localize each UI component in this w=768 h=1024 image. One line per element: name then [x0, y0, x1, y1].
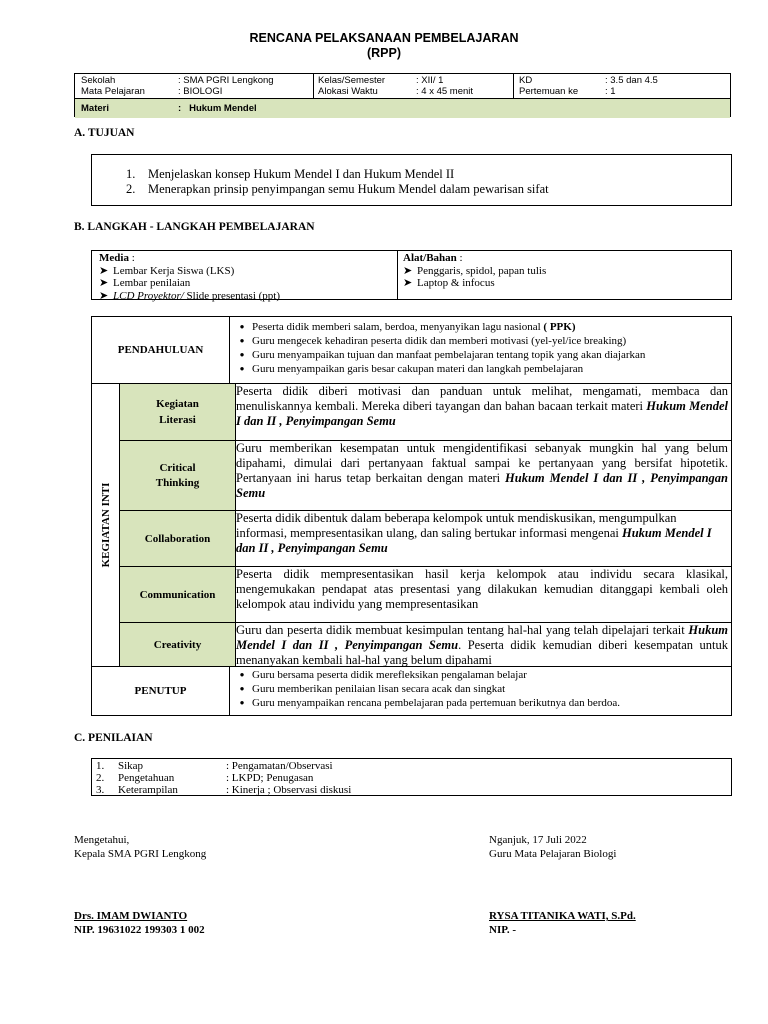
media-colon: : [128, 252, 135, 264]
tujuan-box [91, 154, 732, 206]
pendahuluan-item-text: Guru mengecek kehadiran peserta didik dan memberi motivasi (yel-yel/ice breaking) [252, 335, 627, 347]
literasi-text [236, 384, 728, 429]
pendahuluan-item: ● Guru mengecek kehadiran peserta didik dan memberi motivasi (yel-yel/ice breaking) [239, 335, 627, 347]
materi-value: : Hukum Mendel [178, 103, 257, 114]
creativity-body-2: . Peserta didik kemudian diberi kesempatan untuk menanyakan kembali hal-hal yang belum dipahami [236, 638, 729, 667]
mengetahui-label: Mengetahui, [74, 834, 130, 846]
penilaian-num: 1. [96, 760, 105, 772]
materi-label: Materi [81, 103, 109, 114]
kelas-label: Kelas/Semester [318, 75, 386, 86]
place-date: Nganjuk, 17 Juli 2022 [489, 834, 587, 846]
alat-item: ➤ Laptop & infocus [403, 277, 495, 289]
info-table [74, 73, 731, 117]
media-item: ➤ Lembar Kerja Siswa (LKS) [99, 264, 235, 277]
literasi-topic: Hukum Mendel I dan II , Penyimpangan Semu [236, 399, 728, 428]
penilaian-label: Keterampilan [118, 784, 178, 796]
critical-label-text: Critical Thinking [155, 461, 200, 489]
alat-column [403, 252, 546, 290]
alat-colon: : [456, 252, 463, 264]
media-item-text: Lembar Kerja Siswa (LKS) [113, 264, 235, 277]
penilaian-num: 2. [96, 772, 105, 784]
penilaian-num: 3. [96, 784, 105, 796]
penutup-item: ● Guru menyampaikan rencana pembelajaran pada pertemuan berikutnya dan berdoa. [239, 697, 621, 709]
section-b-heading: B. LANGKAH - LANGKAH PEMBELAJARAN [74, 221, 315, 233]
media-item: ➤ Lembar penilaian [99, 277, 191, 289]
sekolah-label: Sekolah [81, 75, 116, 86]
section-c-heading: C. PENILAIAN [74, 732, 153, 744]
materi-row [75, 98, 730, 118]
collaboration-label: Collaboration [120, 511, 236, 567]
alokasi-value: : 4 x 45 menit [416, 86, 474, 97]
pendahuluan-list [232, 320, 645, 376]
section-a-heading: A. TUJUAN [74, 127, 135, 139]
creativity-label: Creativity [120, 623, 236, 666]
pendahuluan-item: ● Guru menyampaikan garis besar cakupan materi dan langkah pembelajaran [239, 363, 584, 375]
penutup-label: PENUTUP [92, 667, 230, 715]
penilaian-label: Pengetahuan [118, 772, 175, 784]
creativity-topic: Hukum Mendel I dan II , Penyimpangan Semu [236, 623, 728, 652]
kepala-sekolah-title: Kepala SMA PGRI Lengkong [74, 848, 207, 860]
kelas-value: : XII/ 1 [416, 75, 444, 86]
left-signature [74, 833, 206, 861]
penutup-item-text: Guru menyampaikan rencana pembelajaran pada pertemuan berikutnya dan berdoa. [252, 697, 621, 709]
critical-topic: Hukum Mendel I dan II , Penyimpangan Semu [236, 471, 728, 500]
collaboration-topic: Hukum Mendel I dan II , Penyimpangan Semu [236, 526, 712, 555]
sekolah-value: : SMA PGRI Lengkong [178, 75, 274, 86]
mapel-value: : BIOLOGI [178, 86, 223, 97]
pendahuluan-item: ● Peserta didik memberi salam, berdoa, menyanyikan lagu nasional ( PPK) [239, 321, 576, 333]
media-item-italic: LCD Proyektor/ [113, 289, 184, 302]
media-item-text: Slide presentasi (ppt) [183, 289, 281, 302]
penutup-item-text: Guru bersama peserta didik merefleksikan pengalaman belajar [252, 669, 527, 681]
pendahuluan-item-text: Guru menyampaikan tujuan dan manfaat pembelajaran tentang topik yang akan diajarkan [252, 349, 646, 361]
communication-text: Peserta didik mempresentasikan hasil kerja kelompok atau individu secara klasikal, mengemukakan pendapat atas presentasi yang dilakukan kemudian ditanggapi kembali oleh kelompok atau individu yang mempresentasikan [236, 567, 728, 611]
pertemuan-label: Pertemuan ke [519, 86, 579, 97]
right-signatory [489, 909, 636, 937]
alat-title: Alat/Bahan [403, 252, 457, 264]
penutup-item: ● Guru memberikan penilaian lisan secara acak dan singkat [239, 683, 506, 695]
penutup-item-text: Guru memberikan penilaian lisan secara acak dan singkat [252, 683, 506, 695]
right-signature [489, 833, 616, 861]
media-box [91, 250, 732, 300]
penilaian-table [91, 758, 732, 796]
alat-item-text: Laptop & infocus [417, 277, 495, 289]
collaboration-body: Peserta didik dibentuk dalam beberapa kelompok untuk mendiskusikan, mengumpulkan informasi, mempresentasikan ulang, dan saling bertukar informasi mengenai [236, 511, 677, 540]
pendahuluan-label: PENDAHULUAN [92, 317, 230, 383]
media-column [99, 252, 280, 302]
ppk-tag: ( PPK) [543, 321, 576, 333]
alat-item-text: Penggaris, spidol, papan tulis [417, 264, 547, 277]
tujuan-text: Menerapkan prinsip penyimpangan semu Hukum Mendel dalam pewarisan sifat [148, 182, 549, 196]
guru-name: RYSA TITANIKA WATI, S.Pd. [489, 910, 636, 922]
mapel-label: Mata Pelajaran [81, 86, 145, 97]
tujuan-num: 2. [126, 182, 136, 196]
communication-label: Communication [120, 567, 236, 623]
penilaian-label: Sikap [118, 760, 144, 772]
document-title: RENCANA PELAKSANAAN PEMBELAJARAN [249, 31, 519, 45]
pendahuluan-item-text: Peserta didik memberi salam, berdoa, menyanyikan lagu nasional [252, 321, 544, 333]
literasi-body: Peserta didik diberi motivasi dan panduan untuk melihat, mengamati, membaca dan menuliskannya kembali. Mereka diberi tayangan dan bahan bacaan terkait materi [236, 384, 728, 413]
penutup-item: ● Guru bersama peserta didik merefleksikan pengalaman belajar [239, 669, 527, 681]
kegiatan-inti-label: KEGIATAN INTI [99, 482, 112, 568]
creativity-text [236, 623, 728, 668]
penutup-list [232, 668, 620, 710]
collaboration-text [236, 511, 728, 556]
penilaian-row [96, 784, 351, 796]
media-title: Media [99, 252, 129, 264]
alokasi-label: Alokasi Waktu [318, 86, 378, 97]
penilaian-value: : LKPD; Penugasan [226, 772, 314, 784]
media-item-text: Lembar penilaian [113, 277, 191, 289]
pertemuan-value: : 1 [605, 86, 616, 97]
media-item: ➤ LCD Proyektor/ Slide presentasi (ppt) [99, 289, 281, 302]
guru-nip: NIP. - [489, 924, 517, 936]
literasi-label [120, 384, 236, 441]
tujuan-item-2 [126, 180, 549, 198]
kd-label: KD [519, 75, 533, 86]
tujuan-text: Menjelaskan konsep Hukum Mendel I dan Hukum Mendel II [148, 167, 455, 181]
critical-label [120, 441, 236, 511]
kepala-sekolah-name: Drs. IMAM DWIANTO [74, 910, 188, 922]
pendahuluan-item: ● Guru menyampaikan tujuan dan manfaat pembelajaran tentang topik yang akan diajarkan [239, 349, 646, 361]
critical-body: Guru memberikan kesempatan untuk mengidentifikasi sebanyak mungkin hal yang belum dipahami, dimulai dari pertanyaan faktual sampai ke pertanyaan yang bersifat hipotetik. Pertanyaan ini harus tetap berkaitan dengan materi [236, 441, 728, 485]
guru-title: Guru Mata Pelajaran Biologi [489, 848, 617, 860]
penilaian-row [96, 772, 313, 784]
penilaian-value: : Kinerja ; Observasi diskusi [226, 784, 352, 796]
critical-text [236, 441, 728, 501]
kd-value: : 3.5 dan 4.5 [605, 75, 658, 86]
kegiatan-inti-column [92, 384, 120, 666]
literasi-label-text: Kegiatan Literasi [156, 398, 199, 426]
alat-item: ➤ Penggaris, spidol, papan tulis [403, 264, 547, 277]
kepala-sekolah-nip: NIP. 19631022 199303 1 002 [74, 924, 205, 936]
tujuan-num: 1. [126, 167, 136, 181]
activity-table [91, 316, 732, 716]
pendahuluan-item-text: Guru menyampaikan garis besar cakupan materi dan langkah pembelajaran [252, 363, 584, 375]
document-subtitle: (RPP) [366, 46, 402, 60]
left-signatory [74, 909, 205, 937]
penilaian-value: : Pengamatan/Observasi [226, 760, 333, 772]
penilaian-row [96, 760, 333, 772]
creativity-body: Guru dan peserta didik membuat kesimpulan tentang hal-hal yang telah dipelajari terkait [236, 623, 689, 637]
